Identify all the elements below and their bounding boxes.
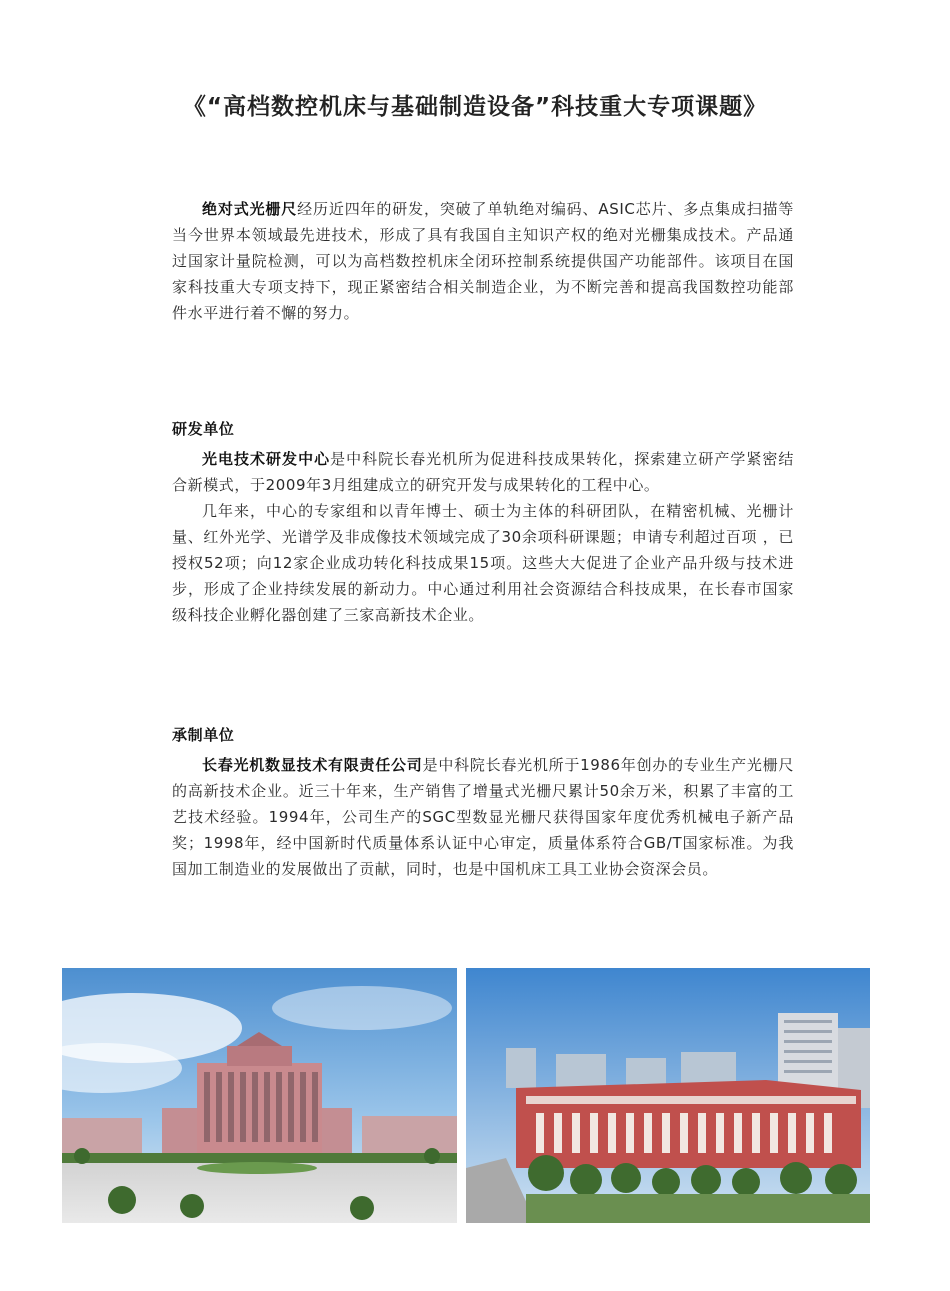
mfg-unit-section [172,722,794,882]
factory-building-illustration [466,968,870,1223]
mfg-unit-heading: 承制单位 [172,726,235,744]
intro-paragraph [172,196,794,326]
rd-unit-text-1: 是中科院长春光机所为促进科技成果转化，探索建立研产学紧密结合新模式，于2009年3月组建成立的研究开发与成果转化的工程中心。 [172,450,794,494]
intro-text: 经历近四年的研发，突破了单轨绝对编码、ASIC芯片、多点集成扫描等当今世界本领域最先进技术，形成了具有我国自主知识产权的绝对光栅集成技术。产品通过国家计量院检测，可以为高档数控机床全闭环控制系统提供国产功能部件。该项目在国家科技重大专项支持下，现正紧密结合相关制造企业，为不断完善和提高我国数控功能部件水平进行着不懈的努力。 [172,200,795,322]
mfg-unit-paragraph [172,752,794,882]
rd-unit-paragraph-2 [172,498,794,628]
intro-section [172,196,794,326]
rd-unit-heading: 研发单位 [172,420,235,438]
mfg-unit-lead: 长春光机数显技术有限责任公司 [202,756,423,774]
rd-unit-paragraph-1 [172,446,794,498]
institute-building-photo [62,968,457,1223]
rd-unit-section [172,416,794,628]
rd-unit-text-2: 几年来，中心的专家组和以青年博士、硕士为主体的科研团队，在精密机械、光栅计量、红外光学、光谱学及非成像技术领域完成了30余项科研课题；申请专利超过百项 ，已授权52项；向12家企业成功转化科技成果15项。这些大大促进了企业产品升级与技术进步，形成了企业持续发展的新动力。中心通过利用社会资源结合科技成果，在长春市国家级科技企业孵化器创建了三家高新技术企业。 [172,502,794,624]
mfg-unit-text: 是中科院长春光机所于1986年创办的专业生产光栅尺的高新技术企业。近三十年来，生产销售了增量式光栅尺累计50余万米，积累了丰富的工艺技术经验。1994年，公司生产的SGC型数显光栅尺获得国家年度优秀机械电子新产品奖；1998年，经中国新时代质量体系认证中心审定，质量体系符合GB/T国家标准。为我国加工制造业的发展做出了贡献，同时，也是中国机床工具工业协会资深会员。 [172,756,794,878]
intro-lead: 绝对式光栅尺 [202,200,298,218]
institute-building-illustration [62,968,457,1223]
factory-building-photo [466,968,870,1223]
page-title: 《“高档数控机床与基础制造设备”科技重大专项课题》 [182,94,768,120]
rd-unit-lead: 光电技术研发中心 [202,450,331,468]
